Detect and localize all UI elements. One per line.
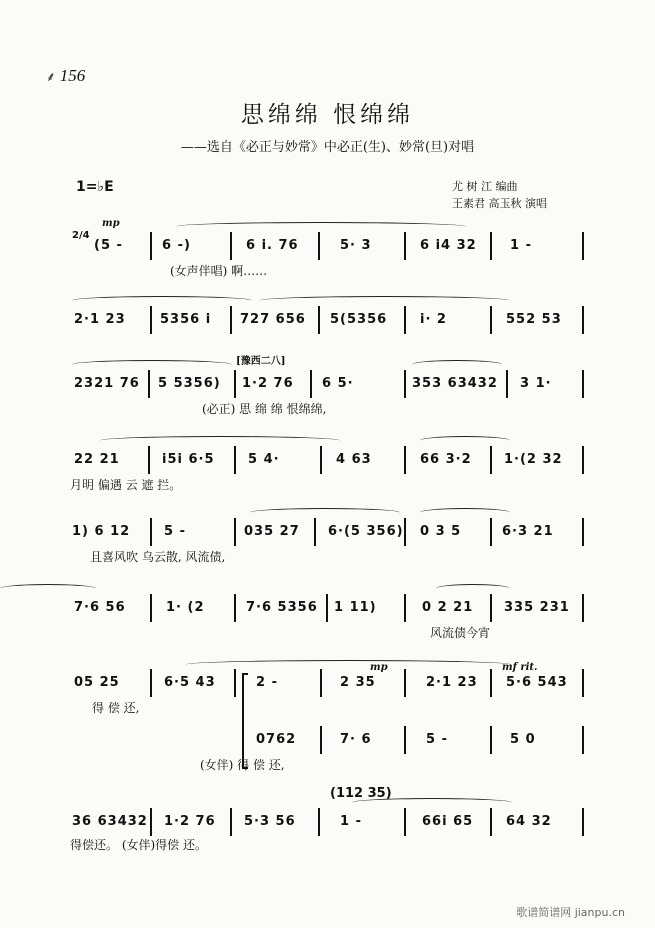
watermark: 歌谱简谱网 jianpu.cn xyxy=(516,906,625,919)
measure: 66 3·2 xyxy=(420,452,472,467)
lyrics-line-1 xyxy=(70,262,584,278)
singers-credit: 王素君 高玉秋 演唱 xyxy=(452,197,547,210)
measure: 5 4· xyxy=(248,452,280,467)
music-system-6 xyxy=(70,600,584,620)
lyrics-line-8 xyxy=(70,756,584,772)
music-system-2 xyxy=(70,312,584,332)
time-signature: 2/4 xyxy=(72,230,90,241)
measure: 4 63 xyxy=(336,452,372,467)
measure: 66i 65 xyxy=(422,814,474,829)
song-title: 思绵绵 恨绵绵 xyxy=(240,102,415,128)
section-label: [豫西二八] xyxy=(236,356,286,367)
lyrics: (必正) 思 绵 绵 恨绵绵, xyxy=(202,402,327,416)
lyrics-line-4 xyxy=(70,476,584,492)
composer-credit: 尤 树 江 编曲 xyxy=(452,180,518,193)
measure: 5· 3 xyxy=(340,238,372,253)
measure: 1 11) xyxy=(334,600,377,615)
measure: 22 21 xyxy=(74,452,120,467)
measure: 727 656 xyxy=(240,312,306,327)
measure: 6·(5 356) xyxy=(328,524,404,539)
lyrics-line-7 xyxy=(70,699,584,715)
measure: 5·3 56 xyxy=(244,814,296,829)
lyrics: 得 偿 还, xyxy=(92,701,140,715)
music-system-1 xyxy=(70,238,584,258)
measure: 0 3 5 xyxy=(420,524,462,539)
page-ornament-icon: ⸙ xyxy=(46,69,56,84)
measure: 2 - xyxy=(256,675,278,690)
lyrics-line-6 xyxy=(70,624,584,640)
measure: 5·6 543 xyxy=(506,675,568,690)
measure: 5 - xyxy=(426,732,448,747)
measure: 6 5· xyxy=(322,376,354,391)
measure: 5 5356) xyxy=(158,376,221,391)
measure: 6·5 43 xyxy=(164,675,216,690)
dynamic-mp-2: mp xyxy=(370,662,388,673)
measure: 2 35 xyxy=(340,675,376,690)
lyrics: 月明 偏遇 云 遮 拦。 xyxy=(70,478,182,492)
dynamic-mp-1: mp xyxy=(102,218,120,229)
measure: (5 - xyxy=(94,238,123,253)
bracket-notes: (112 35) xyxy=(330,786,392,801)
measure: 7·6 5356 xyxy=(246,600,318,615)
measure: 6·3 21 xyxy=(502,524,554,539)
lyrics-line-3 xyxy=(70,400,584,416)
measure: i· 2 xyxy=(420,312,447,327)
measure: 1 - xyxy=(340,814,362,829)
lyrics-line-5 xyxy=(70,548,584,564)
measure: 1·2 76 xyxy=(242,376,294,391)
measure: 3 1· xyxy=(520,376,552,391)
music-system-3 xyxy=(70,376,584,396)
measure: 6 i4 32 xyxy=(420,238,477,253)
measure: 36 63432 xyxy=(72,814,148,829)
measure: 552 53 xyxy=(506,312,562,327)
measure: 6 i. 76 xyxy=(246,238,299,253)
measure: 1· (2 xyxy=(166,600,205,615)
measure: i5i 6·5 xyxy=(162,452,215,467)
music-system-9 xyxy=(70,814,584,834)
measure: 1 - xyxy=(510,238,532,253)
page-number: ⸙ 156 xyxy=(46,66,86,85)
song-subtitle: ——选自《必正与妙常》中必正(生)、妙常(旦)对唱 xyxy=(180,140,475,155)
lyrics: (女声伴唱) 啊…… xyxy=(170,264,268,278)
key-signature: 1=♭E xyxy=(76,179,114,195)
music-system-4 xyxy=(70,452,584,472)
measure: 2·1 23 xyxy=(426,675,478,690)
measure: 0762 xyxy=(256,732,297,747)
system-bracket xyxy=(242,673,248,769)
lyrics: 得偿还。 (女伴)得偿 还。 xyxy=(70,838,207,852)
measure: 353 63432 xyxy=(412,376,498,391)
measure: 2321 76 xyxy=(74,376,140,391)
measure: 64 32 xyxy=(506,814,552,829)
measure: 05 25 xyxy=(74,675,120,690)
lyrics: 且喜风吹 乌云散, 风流债, xyxy=(90,550,226,564)
measure: 7·6 56 xyxy=(74,600,126,615)
dynamic-mf-rit: mf rit. xyxy=(502,662,538,673)
lyrics-line-9 xyxy=(70,836,584,852)
measure: 7· 6 xyxy=(340,732,372,747)
measure: 2·1 23 xyxy=(74,312,126,327)
measure: 1) 6 12 xyxy=(72,524,131,539)
music-system-5 xyxy=(70,524,584,544)
measure: 035 27 xyxy=(244,524,300,539)
measure: 6 -) xyxy=(162,238,191,253)
measure: 5356 i xyxy=(160,312,212,327)
lyrics: (女伴) 得 偿 还, xyxy=(200,758,285,772)
measure: 1·2 76 xyxy=(164,814,216,829)
measure: 1·(2 32 xyxy=(504,452,563,467)
music-system-7 xyxy=(70,675,584,695)
music-system-8 xyxy=(70,732,584,752)
measure: 0 2 21 xyxy=(422,600,474,615)
measure: 5(5356 xyxy=(330,312,388,327)
measure: 335 231 xyxy=(504,600,570,615)
measure: 5 - xyxy=(164,524,186,539)
lyrics: 风流债今宵 xyxy=(430,626,491,640)
measure: 5 0 xyxy=(510,732,536,747)
